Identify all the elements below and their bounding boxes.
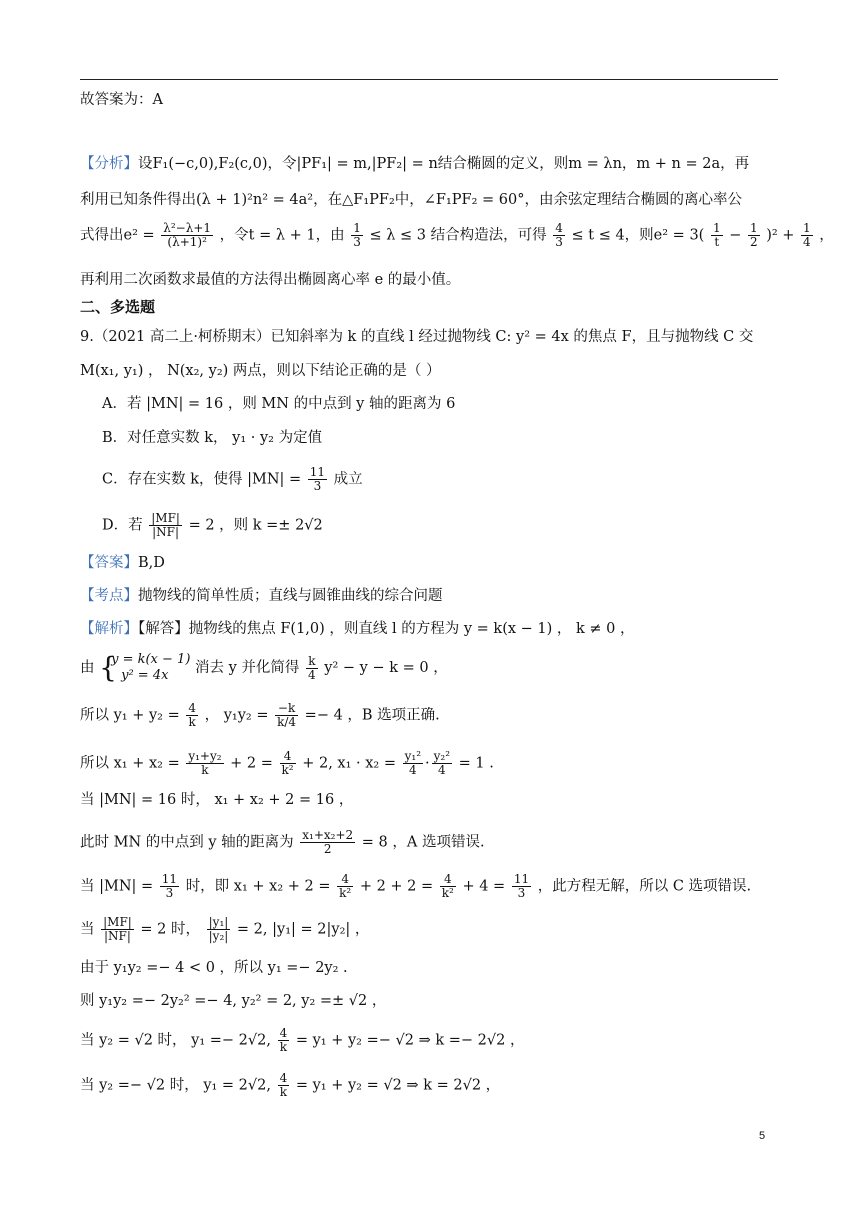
fraction: $\frac{\text{x₁+x₂+2}}{2}$: [302, 828, 354, 856]
solution-text-2c: y² − y − k = 0 ，: [324, 660, 448, 676]
solution-line-9: 由于 y₁y₂ =− 4 < 0 ，所以 y₁ =− 2y₂ .: [80, 960, 348, 976]
fraction: $\frac{\text{y₁²}}{4}$: [404, 749, 422, 777]
option-d-tail: = 2 ，则 k =± 2√2: [188, 517, 323, 534]
solution-text-7d: + 4 =: [462, 878, 506, 895]
solution-text-7a: 当 |MN| =: [80, 878, 154, 895]
kaodian-line: [80, 586, 443, 606]
analysis-line-2: 利用已知条件得出(λ + 1)²n² = 4a²，在△F₁PF₂中，∠F₁PF₂ = 60°，由余弦定理结合椭圆的离心率公: [80, 192, 742, 208]
answer-tag: 【答案】: [80, 555, 138, 571]
page-number: 5: [759, 1130, 766, 1142]
option-d-text: D．若: [102, 517, 143, 534]
question-line-1: 9.（2021 高二上·柯桥期末）已知斜率为 k 的直线 l 经过抛物线 C: y² = 4x 的焦点 F，且与抛物线 C 交: [80, 329, 754, 345]
option-d: [102, 512, 323, 539]
fraction: $\frac{11}{3}$: [309, 465, 326, 493]
analysis-line-4: 再利用二次函数求最值的方法得出椭圆离心率 e 的最小值。: [80, 272, 461, 288]
fraction-num: λ²−λ+1: [163, 221, 212, 235]
solution-line-3: [80, 702, 440, 729]
solution-line-6: [80, 829, 485, 856]
analysis-text-3f: )² +: [766, 227, 795, 244]
equation-system: [99, 652, 190, 684]
system-eq-1: { y = k(x − 1): [111, 652, 191, 667]
system-eq-2: y² = 4x: [121, 668, 169, 683]
fraction: $\frac{|MF|}{|NF|}$: [151, 511, 180, 539]
solution-text-7e: ，此方程无解，所以 C 选项错误.: [537, 878, 752, 895]
solution-line-4: 所以 x₁ + x₂ = $\frac{\text{y₁+y₂}}{k}$ + 2 = $\frac{4}{\text{k²}}$ + 2, x₁ · x₂ = $\frac{\text{y₁²}}{4}$ · $\frac{\text{y₂²}}{4}$ = 1 .: [80, 749, 494, 777]
fraction: $\frac{1}{3}$: [353, 221, 361, 249]
analysis-text-3a: 式得出e² =: [80, 227, 155, 244]
fraction: $\frac{1}{4}$: [803, 221, 811, 249]
fraction: $\frac{k}{4}$: [308, 653, 316, 682]
solution-line-12: [80, 1072, 500, 1099]
option-b: B．对任意实数 k， y₁ · y₂ 为定值: [102, 430, 323, 446]
solution-line-2: [80, 652, 448, 684]
fraction: [161, 222, 213, 249]
solution-text-3c: =− 4 ，B 选项正确.: [304, 707, 440, 724]
fraction: $\frac{11}{3}$: [513, 872, 530, 900]
option-c-text: C．存在实数 k，使得 |MN| =: [102, 471, 302, 488]
analysis-text-3c: ≤ λ ≤ 3 结合构造法，可得: [369, 227, 547, 244]
solution-line-10: 则 y₁y₂ =− 2y₂² =− 4, y₂² = 2, y₂ =± √2 ，: [80, 993, 387, 1009]
answer-line: [80, 553, 165, 573]
solution-text-2a: 由: [80, 660, 95, 676]
solution-text-4a: 所以 x₁ + x₂ =: [80, 755, 180, 772]
kaodian-text: 抛物线的简单性质；直线与圆锥曲线的综合问题: [138, 588, 443, 604]
option-a: A．若 |MN| = 16 ，则 MN 的中点到 y 轴的距离为 6: [102, 396, 456, 412]
fraction: $\frac{1}{2}$: [749, 221, 758, 249]
solution-text-11b: = y₁ + y₂ =− √2 ⇒ k =− 2√2 ，: [295, 1032, 525, 1049]
previous-answer: 故答案为：A: [80, 92, 163, 108]
analysis-tag: 【分析】: [80, 156, 138, 172]
solution-line-8: [80, 916, 369, 943]
fraction: $\frac{4}{\text{k²}}$: [441, 872, 454, 900]
solution-line-11: [80, 1027, 524, 1054]
fraction: $\frac{4}{k}$: [188, 701, 196, 729]
fraction: $\frac{4}{k}$: [279, 1026, 288, 1054]
answer-text: B,D: [138, 555, 165, 571]
fraction: $\frac{4}{3}$: [555, 221, 563, 249]
analysis-line-3: [80, 222, 834, 249]
solution-text-7b: 时，即 x₁ + x₂ + 2 =: [185, 878, 331, 895]
option-c-tail: 成立: [333, 471, 363, 488]
solution-text-1: 【解答】抛物线的焦点 F(1,0) ，则直线 l 的方程为 y = k(x − 1) ， k ≠ 0 ，: [138, 621, 635, 637]
analysis-text-3b: ，令t = λ + 1，由: [219, 227, 345, 244]
solution-line-1: [80, 619, 635, 639]
option-c: [102, 466, 363, 493]
solution-line-7: [80, 873, 751, 900]
solution-text-2b: 消去 y 并化简得: [195, 660, 300, 676]
solution-text-4d: = 1 .: [458, 755, 494, 772]
fraction: $\frac{11}{3}$: [161, 872, 178, 900]
fraction-den: (λ+1)²: [167, 235, 207, 249]
fraction: $\frac{\text{y₂²}}{4}$: [433, 749, 451, 777]
analysis-text-3g: ，: [819, 227, 834, 244]
solution-line-5: 当 |MN| = 16 时， x₁ + x₂ + 2 = 16 ，: [80, 792, 354, 808]
solution-text-8c: = 2, |y₁| = 2|y₂| ，: [236, 921, 370, 938]
question-line-2: M(x₁, y₁) ， N(x₂, y₂) 两点，则以下结论正确的是（ ）: [80, 363, 441, 379]
solution-text-7c: + 2 + 2 =: [359, 878, 434, 895]
fraction: $\frac{-k}{k/4}$: [277, 701, 297, 729]
section-title: 二、多选题: [80, 298, 156, 316]
solution-text-6b: = 8 ，A 选项错误.: [361, 834, 485, 851]
solution-tag: 【解析】: [80, 621, 138, 637]
analysis-line-1: [80, 154, 749, 174]
solution-text-8a: 当: [80, 921, 95, 938]
kaodian-tag: 【考点】: [80, 588, 138, 604]
solution-text-6a: 此时 MN 的中点到 y 轴的距离为: [80, 834, 294, 851]
solution-text-4b: + 2 =: [230, 755, 273, 772]
analysis-text-3d: ≤ t ≤ 4，则e² = 3(: [571, 227, 705, 244]
fraction: $\frac{4}{\text{k²}}$: [339, 872, 352, 900]
analysis-text-3e: −: [729, 227, 742, 244]
fraction: $\frac{1}{t}$: [712, 221, 721, 249]
fraction: $\frac{4}{\text{k²}}$: [281, 749, 294, 777]
fraction: $\frac{\text{y₁+y₂}}{k}$: [188, 749, 222, 777]
solution-text-11a: 当 y₂ = √2 时， y₁ =− 2√2,: [80, 1032, 271, 1049]
solution-text-8b: = 2 时，: [140, 921, 201, 938]
header-rule: [80, 79, 778, 80]
solution-text-3a: 所以 y₁ + y₂ =: [80, 707, 180, 724]
solution-text-12a: 当 y₂ =− √2 时， y₁ = 2√2,: [80, 1077, 271, 1094]
fraction: $\frac{4}{k}$: [279, 1071, 288, 1099]
fraction: $\frac{|MF|}{|NF|}$: [103, 915, 132, 943]
solution-text-4c: + 2, x₁ · x₂ =: [302, 755, 397, 772]
analysis-text-1: 设F₁(−c,0),F₂(c,0)，令|PF₁| = m,|PF₂| = n结合椭圆的定义，则m = λn，m + n = 2a，再: [138, 156, 750, 172]
solution-text-12b: = y₁ + y₂ = √2 ⇒ k = 2√2 ，: [295, 1077, 501, 1094]
fraction: $\frac{\text{|y₁|}}{\text{|y₂|}}$: [208, 915, 229, 943]
solution-text-3b: ， y₁y₂ =: [204, 707, 269, 724]
